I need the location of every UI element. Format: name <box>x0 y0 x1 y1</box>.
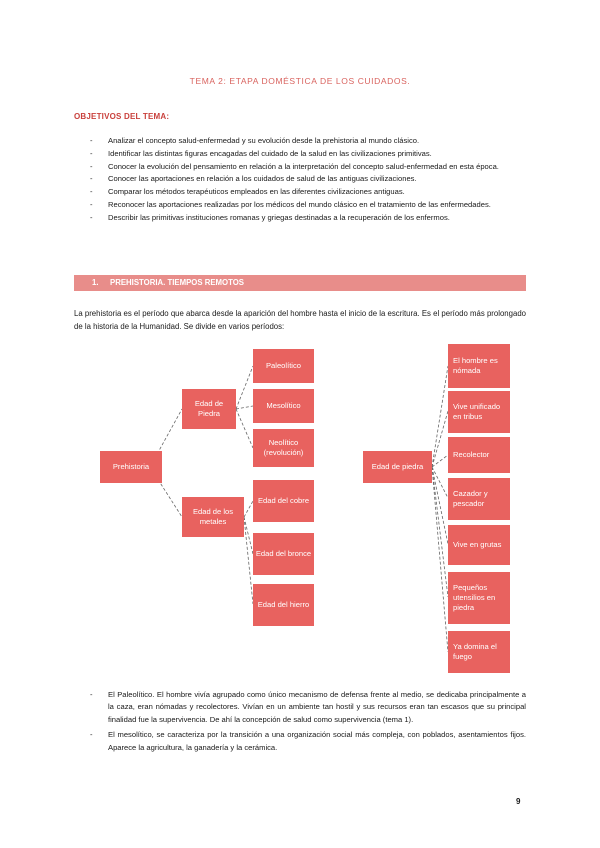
diagram-node-cazador: Cazador y pescador <box>448 478 510 520</box>
diagram-node-edad-piedra: Edad de Piedra <box>182 389 236 429</box>
objective-item: - Identificar las distintas figuras encagadas del cuidado de la salud en las civilizaciones primitivas. <box>90 148 526 159</box>
objective-item: - Comparar los métodos terapéuticos empleados en las diferentes civilizaciones antiguas. <box>90 186 526 197</box>
diagram-node-edad-de-piedra: Edad de piedra <box>363 451 432 483</box>
objective-item: - Conocer la evolución del pensamiento en relación a la interpretación del concepto salud-enfermedad en esta época. <box>90 161 526 172</box>
period-item-paleolitico: - El Paleolítico. El hombre vivía agrupado como único mecanismo de defensa frente al medio, se dedicaba principalmente a la caza, eran nómadas y recolectores. Vivían en un ambiente tan hostil y sus recursos eran tan escasos que su principal finalidad fue la supervivencia. De ahí la concepción de salud como supervivencia (tema 1). <box>90 689 526 726</box>
objectives-list <box>90 135 526 225</box>
page-title: TEMA 2: ETAPA DOMÉSTICA DE LOS CUIDADOS. <box>189 76 411 86</box>
diagram-node-nomada: El hombre es nómada <box>448 344 510 388</box>
period-item-mesolitico: - El mesolítico, se caracteriza por la transición a una organización social más compleja, con poblados, asentamientos fijos. Aparece la agricultura, la ganadería y la cerámica. <box>90 729 526 754</box>
diagram-node-paleolitico: Paleolítico <box>253 349 314 383</box>
objective-item: - Analizar el concepto salud-enfermedad y su evolución desde la prehistoria al mundo clásico. <box>90 135 526 146</box>
diagram-node-edad-metales: Edad de los metales <box>182 497 244 537</box>
diagram-node-edad-bronce: Edad del bronce <box>253 533 314 575</box>
objectives-heading: OBJETIVOS DEL TEMA: <box>74 112 170 121</box>
section-title: PREHISTORIA. TIEMPOS REMOTOS <box>110 278 245 287</box>
diagram-node-utensilios: Pequeños utensilios en piedra <box>448 572 510 624</box>
diagram-node-edad-hierro: Edad del hierro <box>253 584 314 626</box>
period-descriptions <box>90 689 526 757</box>
page-number: 9 <box>516 797 521 806</box>
diagram-node-edad-cobre: Edad del cobre <box>253 480 314 522</box>
objective-item: - Conocer las aportaciones en relación a los cuidados de salud de las antiguas civilizaciones. <box>90 173 526 184</box>
diagram-node-mesolitico: Mesolítico <box>253 389 314 423</box>
section-header <box>74 275 526 291</box>
objective-item: - Reconocer las aportaciones realizadas por los médicos del mundo clásico en el tratamiento de las enfermedades. <box>90 199 526 210</box>
intro-paragraph: La prehistoria es el período que abarca desde la aparición del hombre hasta el inicio de la escritura. Es el período más prolongado de la historia de la Humanidad. Se divide en varios períodos: <box>74 309 526 331</box>
diagram-node-recolector: Recolector <box>448 437 510 473</box>
diagram-node-grutas: Vive en grutas <box>448 525 510 565</box>
diagram-node-tribus: Vive unificado en tribus <box>448 391 510 433</box>
diagram-node-neolitico: Neolítico (revolución) <box>253 429 314 467</box>
objective-item: - Describir las primitivas instituciones romanas y griegas destinadas a la recuperación de los enfermos. <box>90 212 526 223</box>
diagram-node-fuego: Ya domina el fuego <box>448 631 510 673</box>
section-number: 1. <box>92 278 99 287</box>
diagram-node-prehistoria: Prehistoria <box>100 451 162 483</box>
